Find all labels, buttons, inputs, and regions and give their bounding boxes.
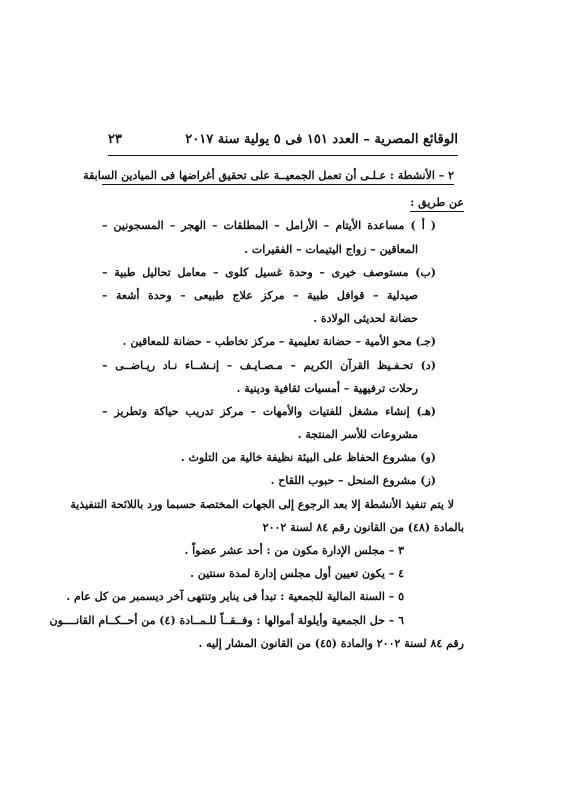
text-line: (جـ) محو الأمية – حضانة تعليمية – مركز تخاطب – حضانة للمعاقين .	[122, 335, 436, 349]
text-line: ٥ – السنة المالية للجمعية : تبدأ فى يناير وتنتهى آخر ديسمبر من كل عام .	[66, 590, 404, 604]
page-number: ٢٣	[108, 131, 122, 147]
text-line: رقم ٨٤ لسنة ٢٠٠٢ والمادة (٤٥) من القانون المشار إليه .	[198, 636, 464, 650]
text-line: ٤ – يكون تعيين أول مجلس إدارة لمدة سنتين .	[190, 567, 404, 581]
header-title: الوقائع المصرية – العدد ١٥١ فى ٥ يولية سنة ٢٠١٧	[185, 131, 458, 147]
text-line: (هـ) إنشاء مشغل للفتيات والأمهات – مركز تدريب حياكة وتطريز –	[102, 404, 436, 418]
text-line: صيدلية – قوافل طبية – مركز علاج طبيعى – وحدة أشعة –	[102, 288, 418, 302]
text-line: حضانة لحديثى الولادة .	[313, 312, 418, 326]
text-line: (ز) مشروع المنحل – حبوب اللقاح .	[270, 474, 436, 488]
text-line: (د) تحـفـيظ القرآن الكريم – مـصـايـف – إنـشــاء نـاد ريـاضــى –	[102, 358, 436, 372]
page-header	[108, 128, 458, 150]
text-line: ٣ – مجلس الإدارة مكون من : أحد عشر عضواً .	[184, 544, 404, 557]
text-line: رحلات ترفيهية – أمسيات ثقافية ودينية .	[236, 381, 418, 395]
text-line: بالمادة (٤٨) من القانون رقم ٨٤ لسنة ٢٠٠٢	[262, 520, 464, 534]
text-line: (ب) مستوصف خيرى – وحدة غسيل كلوى – معامل تحاليل طبية –	[102, 265, 436, 279]
text-line: المعاقين – زواج اليتيمات – الفقيرات .	[244, 242, 418, 256]
text-line: عن طريق :	[102, 191, 464, 214]
text-line: مشروعات للأسر المنتجة .	[297, 428, 418, 442]
text-line: ( أ ) مساعدة الأيتام – الأرامل – المطلقات – الهجر – المسجونين –	[102, 219, 436, 233]
text-line: (و) مشروع الحفاظ على البيئة نظيفة خالية من التلوث .	[180, 451, 436, 465]
document-body	[49, 168, 464, 655]
text-line: ٦ – حل الجمعية وأيلولة أموالها : وفــقــاً للـمــادة (٤) من أحــكــام القانــــون	[49, 613, 404, 627]
text-line: ٢ – الأنشطة : عـلـى أن تعمل الجمعيــة على تحقيق أغراضها فى الميادين السابقة	[102, 168, 464, 191]
header-divider	[108, 155, 458, 156]
text-line: لا يتم تنفيذ الأنشطة إلا بعد الرجوع إلى الجهات المختصة حسبما ورد باللائحة التنفيذية	[70, 497, 454, 511]
